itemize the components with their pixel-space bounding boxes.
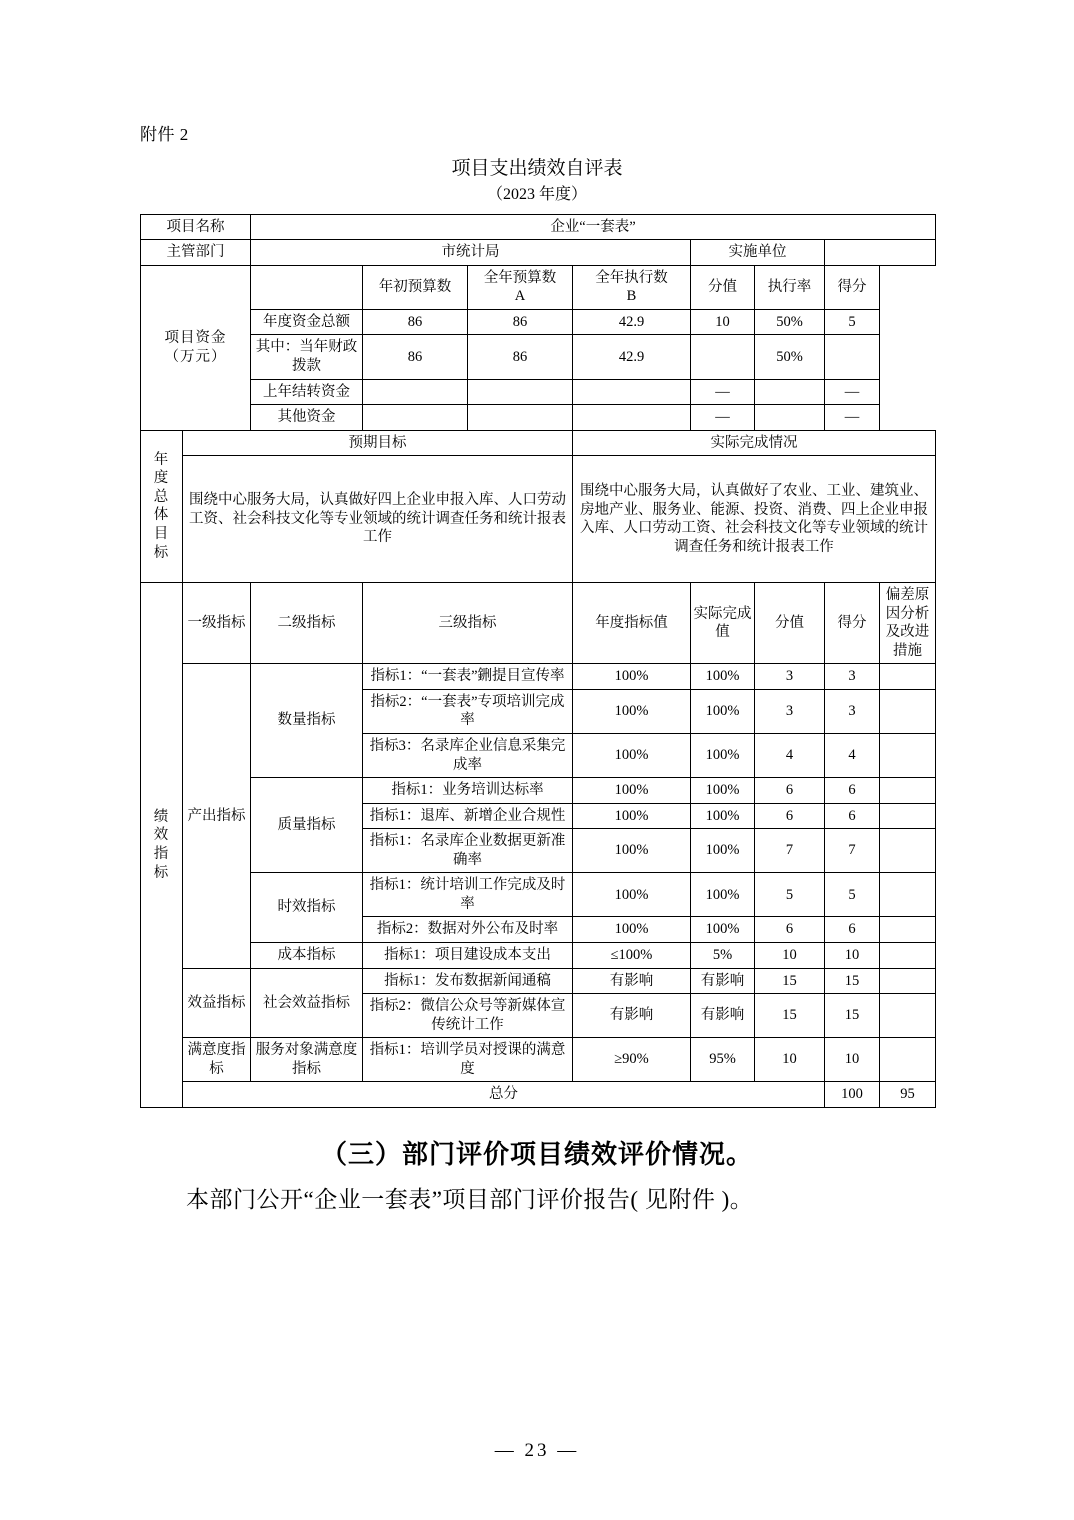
indicator-score: 10 bbox=[825, 942, 880, 968]
table-row bbox=[141, 309, 936, 335]
funds-item-exec bbox=[573, 405, 691, 431]
funds-header-blank bbox=[251, 265, 363, 309]
indicator-level3: 指标3：名录库企业信息采集完成率 bbox=[363, 734, 573, 778]
funds-header-year-budget-line1: 全年预算数 bbox=[483, 269, 557, 286]
expected-goal-header: 预期目标 bbox=[183, 430, 573, 456]
indicator-actual: 100% bbox=[691, 689, 755, 733]
funds-item-score: — bbox=[825, 405, 880, 431]
indicator-actual: 100% bbox=[691, 664, 755, 690]
funds-item-budget: 86 bbox=[468, 309, 573, 335]
indicator-level3: 指标1：统计培训工作完成及时率 bbox=[363, 873, 573, 917]
funds-header-year-budget-line2: A bbox=[514, 288, 526, 305]
section-heading: （三）部门评价项目绩效评价情况。 bbox=[320, 1139, 753, 1169]
indicator-target: 100% bbox=[573, 734, 691, 778]
table-row bbox=[141, 430, 936, 456]
funds-item-value: — bbox=[691, 405, 755, 431]
table-row bbox=[141, 214, 936, 240]
implementing-unit-value bbox=[825, 240, 936, 266]
indicator-target: 有影响 bbox=[573, 994, 691, 1038]
indicator-score: 15 bbox=[825, 968, 880, 994]
indicator-deviation bbox=[880, 734, 936, 778]
indicator-level3: 指标1：培训学员对授课的满意度 bbox=[363, 1038, 573, 1082]
indicator-deviation bbox=[880, 829, 936, 873]
indicator-target: 100% bbox=[573, 689, 691, 733]
indicator-value: 6 bbox=[755, 778, 825, 804]
indicator-score: 7 bbox=[825, 829, 880, 873]
table-row bbox=[141, 1082, 936, 1108]
indicator-actual: 100% bbox=[691, 778, 755, 804]
indicator-level1-satisfaction: 满意度指标 bbox=[183, 1038, 251, 1082]
indicator-score: 6 bbox=[825, 803, 880, 829]
indicator-score: 5 bbox=[825, 873, 880, 917]
indicator-value: 3 bbox=[755, 664, 825, 690]
indicator-score: 15 bbox=[825, 994, 880, 1038]
indicator-value: 15 bbox=[755, 994, 825, 1038]
indicator-actual: 100% bbox=[691, 873, 755, 917]
table-row bbox=[141, 335, 936, 379]
indicator-level3: 指标2：微信公众号等新媒体宣传统计工作 bbox=[363, 994, 573, 1038]
indicator-target: ≤100% bbox=[573, 942, 691, 968]
indicator-header-deviation: 偏差原因分析及改进措施 bbox=[880, 583, 936, 664]
indicator-level3: 指标1：业务培训达标率 bbox=[363, 778, 573, 804]
indicator-header-score: 得分 bbox=[825, 583, 880, 664]
indicator-value: 7 bbox=[755, 829, 825, 873]
funds-item-rate bbox=[755, 379, 825, 405]
funds-item-exec bbox=[573, 379, 691, 405]
funds-item-name: 上年结转资金 bbox=[251, 379, 363, 405]
implementing-unit-label: 实施单位 bbox=[691, 240, 825, 266]
indicator-level3: 指标2：数据对外公布及时率 bbox=[363, 917, 573, 943]
indicator-deviation bbox=[880, 873, 936, 917]
project-funds-label-line2: （万元） bbox=[164, 348, 227, 365]
indicator-actual: 100% bbox=[691, 829, 755, 873]
funds-item-name: 其他资金 bbox=[251, 405, 363, 431]
indicator-actual: 100% bbox=[691, 803, 755, 829]
expected-goal-text: 围绕中心服务大局，认真做好四上企业申报入库、人口劳动工资、社会科技文化等专业领域的统计调查任务和统计报表工作 bbox=[183, 456, 573, 583]
indicator-score: 3 bbox=[825, 664, 880, 690]
indicator-deviation bbox=[880, 1038, 936, 1082]
indicator-value: 6 bbox=[755, 917, 825, 943]
funds-item-rate: 50% bbox=[755, 335, 825, 379]
indicator-header-level3: 三级指标 bbox=[363, 583, 573, 664]
actual-completion-header: 实际完成情况 bbox=[573, 430, 936, 456]
funds-item-budget: 86 bbox=[468, 335, 573, 379]
indicator-actual: 100% bbox=[691, 917, 755, 943]
indicator-score: 3 bbox=[825, 689, 880, 733]
project-funds-label-line1: 项目资金 bbox=[164, 330, 227, 347]
indicator-level2-quantity: 数量指标 bbox=[251, 664, 363, 778]
project-name-value: 企业“一套表” bbox=[251, 214, 936, 240]
page-number: — 23 — bbox=[494, 1440, 580, 1461]
table-row bbox=[141, 942, 936, 968]
funds-header-begin-budget: 年初预算数 bbox=[363, 265, 468, 309]
funds-item-begin bbox=[363, 405, 468, 431]
table-row bbox=[141, 405, 936, 431]
funds-item-rate bbox=[755, 405, 825, 431]
indicator-actual: 95% bbox=[691, 1038, 755, 1082]
indicator-actual: 5% bbox=[691, 942, 755, 968]
indicator-deviation bbox=[880, 664, 936, 690]
attachment-label: 附件 2 bbox=[140, 125, 189, 144]
funds-header-year-exec bbox=[573, 265, 691, 309]
table-row bbox=[141, 664, 936, 690]
indicator-value: 6 bbox=[755, 803, 825, 829]
supervising-dept-label: 主管部门 bbox=[141, 240, 251, 266]
project-name-label: 项目名称 bbox=[141, 214, 251, 240]
funds-item-value bbox=[691, 335, 755, 379]
indicator-value: 4 bbox=[755, 734, 825, 778]
indicator-target: 有影响 bbox=[573, 968, 691, 994]
indicator-value: 10 bbox=[755, 1038, 825, 1082]
indicator-header-level1: 一级指标 bbox=[183, 583, 251, 664]
funds-item-begin: 86 bbox=[363, 309, 468, 335]
funds-item-exec: 42.9 bbox=[573, 309, 691, 335]
funds-item-exec: 42.9 bbox=[573, 335, 691, 379]
indicator-level3: 指标1：“一套表”鉶提目宣传率 bbox=[363, 664, 573, 690]
funds-item-budget bbox=[468, 379, 573, 405]
total-score-label: 总分 bbox=[183, 1082, 825, 1108]
indicator-target: 100% bbox=[573, 873, 691, 917]
body-paragraph: 本部门公开“企业一套表”项目部门评价报告( 见附件 )。 bbox=[186, 1186, 754, 1212]
funds-item-begin: 86 bbox=[363, 335, 468, 379]
indicator-level2-quality: 质量指标 bbox=[251, 778, 363, 873]
funds-item-begin bbox=[363, 379, 468, 405]
annual-goal-side-label: 年 度 总 体 目 标 bbox=[141, 430, 183, 583]
indicator-deviation bbox=[880, 968, 936, 994]
indicator-value: 3 bbox=[755, 689, 825, 733]
indicator-level3: 指标1：名录库企业数据更新准确率 bbox=[363, 829, 573, 873]
indicator-deviation bbox=[880, 778, 936, 804]
indicator-deviation bbox=[880, 689, 936, 733]
indicator-score: 6 bbox=[825, 917, 880, 943]
indicator-target: ≥90% bbox=[573, 1038, 691, 1082]
indicator-level3: 指标2：“一套表”专项培训完成率 bbox=[363, 689, 573, 733]
indicator-level3: 指标1：发布数据新闻通稿 bbox=[363, 968, 573, 994]
indicator-level3: 指标1：退库、新增企业合规性 bbox=[363, 803, 573, 829]
indicator-deviation bbox=[880, 917, 936, 943]
indicator-target: 100% bbox=[573, 917, 691, 943]
funds-item-budget bbox=[468, 405, 573, 431]
indicator-value: 10 bbox=[755, 942, 825, 968]
total-score-value: 100 bbox=[825, 1082, 880, 1108]
funds-item-score: — bbox=[825, 379, 880, 405]
funds-header-year-budget bbox=[468, 265, 573, 309]
indicator-header-year-target: 年度指标值 bbox=[573, 583, 691, 664]
table-row bbox=[141, 873, 936, 917]
funds-item-score bbox=[825, 335, 880, 379]
funds-header-exec-rate: 执行率 bbox=[755, 265, 825, 309]
table-row bbox=[141, 379, 936, 405]
table-row bbox=[141, 240, 936, 266]
indicator-deviation bbox=[880, 942, 936, 968]
indicator-target: 100% bbox=[573, 664, 691, 690]
indicator-target: 100% bbox=[573, 803, 691, 829]
indicator-actual: 有影响 bbox=[691, 994, 755, 1038]
indicator-header-level2: 二级指标 bbox=[251, 583, 363, 664]
document-subtitle: （2023 年度） bbox=[486, 185, 587, 203]
indicator-score: 6 bbox=[825, 778, 880, 804]
indicator-level2-cost: 成本指标 bbox=[251, 942, 363, 968]
indicator-level3: 指标1：项目建设成本支出 bbox=[363, 942, 573, 968]
indicator-level2-social-benefit: 社会效益指标 bbox=[251, 968, 363, 1038]
indicator-score: 4 bbox=[825, 734, 880, 778]
performance-indicator-side-label: 绩 效 指 标 bbox=[141, 583, 183, 1108]
funds-header-score-value: 分值 bbox=[691, 265, 755, 309]
indicator-level1-output: 产出指标 bbox=[183, 664, 251, 968]
indicator-value: 15 bbox=[755, 968, 825, 994]
total-score-score: 95 bbox=[880, 1082, 936, 1108]
funds-header-year-exec-line1: 全年执行数 bbox=[595, 269, 668, 286]
funds-header-year-exec-line2: B bbox=[626, 288, 637, 305]
actual-completion-text: 围绕中心服务大局，认真做好了农业、工业、建筑业、房地产业、服务业、能源、投资、消费、四上企业申报入库、人口劳动工资、社会科技文化等专业领域的统计调查任务和统计报表工作 bbox=[573, 456, 936, 583]
supervising-dept-value: 市统计局 bbox=[251, 240, 691, 266]
indicator-actual: 有影响 bbox=[691, 968, 755, 994]
indicator-level1-benefit: 效益指标 bbox=[183, 968, 251, 1038]
performance-self-evaluation-table bbox=[140, 214, 936, 1108]
indicator-header-actual: 实际完成值 bbox=[691, 583, 755, 664]
funds-item-value: — bbox=[691, 379, 755, 405]
funds-item-rate: 50% bbox=[755, 309, 825, 335]
table-row bbox=[141, 456, 936, 583]
funds-header-score: 得分 bbox=[825, 265, 880, 309]
funds-item-name: 其中：当年财政拨款 bbox=[251, 335, 363, 379]
indicator-deviation bbox=[880, 994, 936, 1038]
indicator-level2-service-satisfaction: 服务对象满意度指标 bbox=[251, 1038, 363, 1082]
indicator-level2-timeliness: 时效指标 bbox=[251, 873, 363, 943]
indicator-deviation bbox=[880, 803, 936, 829]
table-row bbox=[141, 265, 936, 309]
project-funds-label bbox=[141, 265, 251, 430]
funds-item-score: 5 bbox=[825, 309, 880, 335]
document-title: 项目支出绩效自评表 bbox=[451, 158, 623, 179]
funds-item-name: 年度资金总额 bbox=[251, 309, 363, 335]
indicator-header-value: 分值 bbox=[755, 583, 825, 664]
funds-item-value: 10 bbox=[691, 309, 755, 335]
table-row bbox=[141, 968, 936, 994]
table-row bbox=[141, 1038, 936, 1082]
indicator-target: 100% bbox=[573, 829, 691, 873]
indicator-score: 10 bbox=[825, 1038, 880, 1082]
table-row bbox=[141, 583, 936, 664]
indicator-value: 5 bbox=[755, 873, 825, 917]
table-row bbox=[141, 778, 936, 804]
indicator-actual: 100% bbox=[691, 734, 755, 778]
indicator-target: 100% bbox=[573, 778, 691, 804]
